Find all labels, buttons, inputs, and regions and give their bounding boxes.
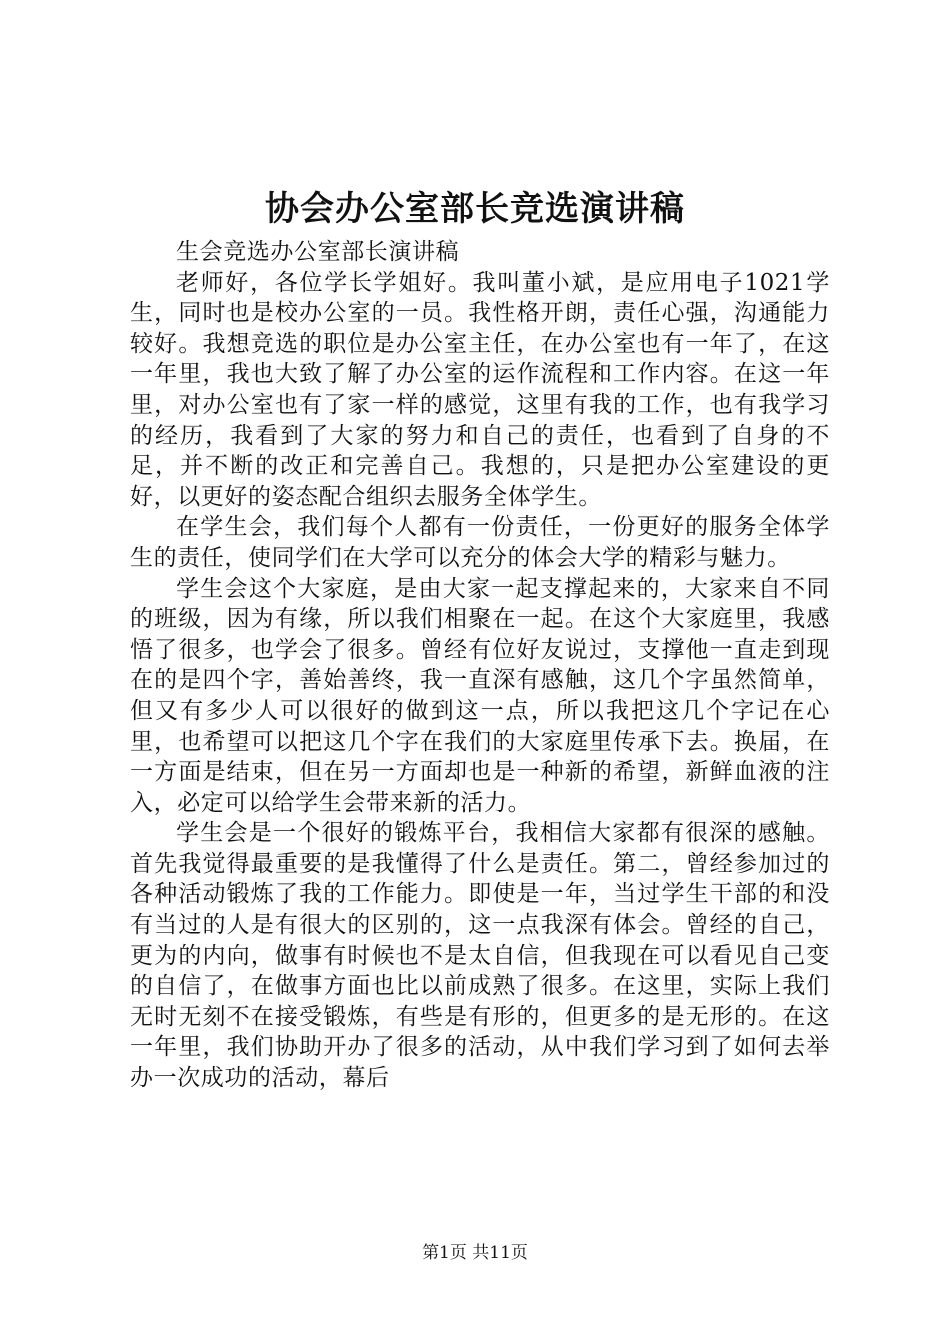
document-title: 协会办公室部长竞选演讲稿 — [265, 189, 685, 229]
paragraph: 在学生会，我们每个人都有一份责任，一份更好的服务全体学生的责任，使同学们在大学可以充分的体会大学的精彩与魅力。 — [130, 514, 830, 571]
paragraph-subtitle: 生会竞选办公室部长演讲稿 — [176, 239, 460, 265]
paragraph: 学生会这个大家庭，是由大家一起支撑起来的，大家来自不同的班级，因为有缘，所以我们相聚在一起。在这个大家庭里，我感悟了很多，也学会了很多。曾经有位好友说过，支撑他一直走到现在的是四个字，善始善终，我一直深有感触，这几个字虽然简单，但又有多少人可以很好的做到这一点，所以我把这几个字记在心里，也希望可以把这几个字在我们的大家庭里传承下去。换届，在一方面是结束，但在另一方面却也是一种新的希望，新鲜血液的注入，必定可以给学生会带来新的活力。 — [130, 575, 830, 816]
paragraph: 老师好，各位学长学姐好。我叫董小斌，是应用电子1021学生，同时也是校办公室的一员。我性格开朗，责任心强，沟通能力较好。我想竞选的职位是办公室主任，在办公室也有一年了，在这一年里，我也大致了解了办公室的运作流程和工作内容。在这一年里，对办公室也有了家一样的感觉，这里有我的工作，也有我学习的经历，我看到了大家的努力和自己的责任，也看到了自身的不足，并不断的改正和完善自己。我想的，只是把办公室建设的更好，以更好的姿态配合组织去服务全体学生。 — [130, 269, 830, 510]
page-number-footer: 第1页 共11页 — [422, 1243, 528, 1263]
document-body — [130, 237, 830, 1094]
paragraph: 学生会是一个很好的锻炼平台，我相信大家都有很深的感触。首先我觉得最重要的是我懂得了什么是责任。第二，曾经参加过的各种活动锻炼了我的工作能力。即使是一年，当过学生干部的和没有当过的人是有很大的区别的，这一点我深有体会。曾经的自己，更为的内向，做事有时候也不是太自信，但我现在可以看见自己变的自信了，在做事方面也比以前成熟了很多。在这里，实际上我们无时无刻不在接受锻炼，有些是有形的，但更多的是无形的。在这一年里，我们协助开办了很多的活动，从中我们学习到了如何去举办一次成功的活动，幕后 — [130, 820, 830, 1092]
